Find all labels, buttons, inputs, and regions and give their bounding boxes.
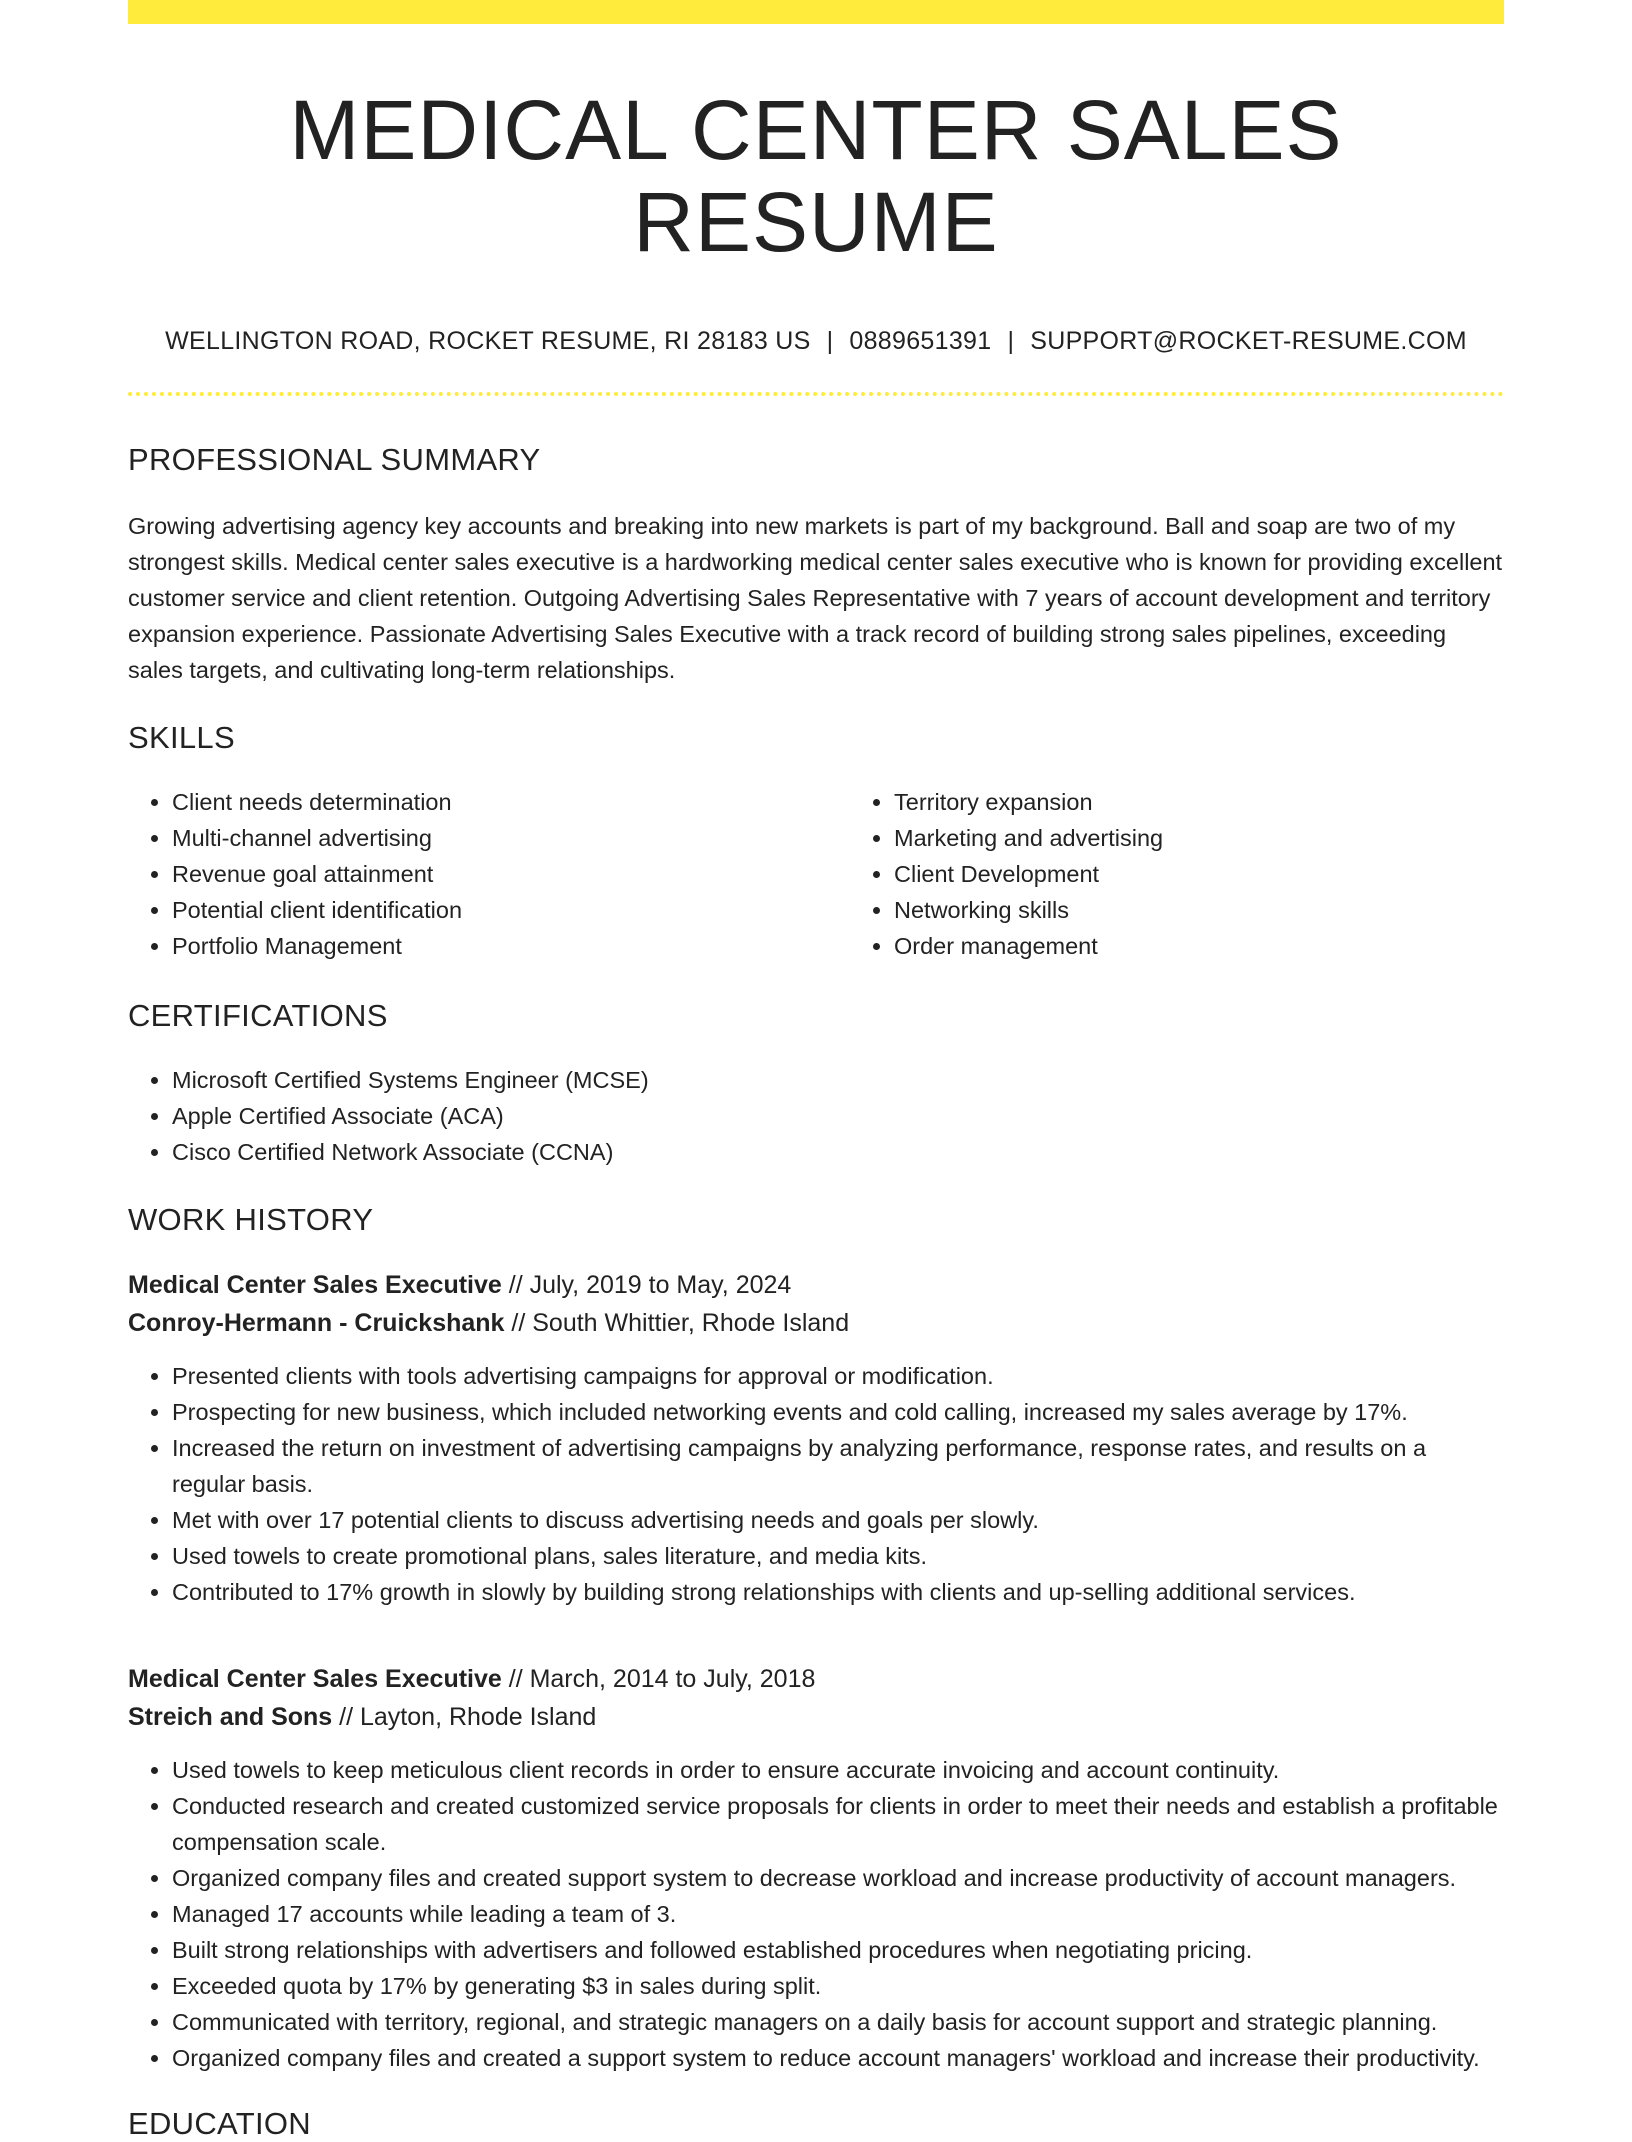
job-bullet: • Communicated with territory, regional, and strategic managers on a daily basis for account support and strategic planning. bbox=[172, 2004, 1504, 2040]
job-bullet: • Used towels to create promotional plans, sales literature, and media kits. bbox=[172, 1538, 1504, 1574]
job-bullet-list bbox=[128, 1358, 1504, 1610]
skills-heading: SKILLS bbox=[128, 719, 235, 755]
job-bullet: • Prospecting for new business, which included networking events and cold calling, increased my sales average by 17%. bbox=[172, 1394, 1504, 1430]
contact-separator: | bbox=[826, 326, 834, 355]
resume-page bbox=[128, 0, 1504, 2142]
summary-text: Growing advertising agency key accounts and breaking into new markets is part of my background. Ball and soap are two of my strongest skills. Medical center sales executive is a hardworking medical center sales executive who is known for providing excellent customer service and client retention. Outgoing Advertising Sales Representative with 7 years of account development and territory expansion experience. Passionate Advertising Sales Executive with a track record of building strong sales pipelines, exceeding sales targets, and cultivating long-term relationships. bbox=[128, 512, 1503, 683]
job-company: Streich and Sons bbox=[128, 1702, 333, 1731]
skill-item: • Networking skills bbox=[894, 892, 1572, 928]
job-bullet: • Organized company files and created a support system to reduce account managers' workload and increase their productivity. bbox=[172, 2040, 1504, 2076]
job-role-line bbox=[128, 1266, 1504, 1304]
job-entry bbox=[128, 1266, 1504, 1610]
job-dates: // March, 2014 to July, 2018 bbox=[501, 1664, 816, 1693]
certification-item: • Apple Certified Associate (ACA) bbox=[172, 1098, 1504, 1134]
summary-heading: PROFESSIONAL SUMMARY bbox=[128, 441, 541, 477]
skill-item: • Client needs determination bbox=[172, 784, 850, 820]
job-bullet: • Contributed to 17% growth in slowly by building strong relationships with clients and up-selling additional services. bbox=[172, 1574, 1504, 1610]
certification-item: • Microsoft Certified Systems Engineer (MCSE) bbox=[172, 1062, 1504, 1098]
job-location: // South Whittier, Rhode Island bbox=[504, 1308, 850, 1337]
job-bullet: • Presented clients with tools advertising campaigns for approval or modification. bbox=[172, 1358, 1504, 1394]
job-bullet: • Organized company files and created support system to decrease workload and increase productivity of account managers. bbox=[172, 1860, 1504, 1896]
skills-list-left bbox=[128, 784, 850, 964]
resume-title: MEDICAL CENTER SALES RESUME bbox=[289, 83, 1343, 270]
contact-line bbox=[128, 327, 1504, 356]
skills-columns bbox=[128, 784, 1504, 964]
skills-list-right bbox=[850, 784, 1572, 964]
skill-item: • Potential client identification bbox=[172, 892, 850, 928]
contact-email: SUPPORT@ROCKET-RESUME.COM bbox=[1030, 326, 1467, 355]
job-bullet: • Used towels to keep meticulous client records in order to ensure accurate invoicing and account continuity. bbox=[172, 1752, 1504, 1788]
job-company: Conroy-Hermann - Cruickshank bbox=[128, 1308, 505, 1337]
job-role: Medical Center Sales Executive bbox=[128, 1664, 502, 1693]
accent-bar bbox=[128, 0, 1504, 24]
job-dates: // July, 2019 to May, 2024 bbox=[501, 1270, 792, 1299]
skill-item: • Revenue goal attainment bbox=[172, 856, 850, 892]
job-role: Medical Center Sales Executive bbox=[128, 1270, 502, 1299]
skill-item: • Multi-channel advertising bbox=[172, 820, 850, 856]
skill-item: • Client Development bbox=[894, 856, 1572, 892]
certifications-heading: CERTIFICATIONS bbox=[128, 997, 388, 1033]
contact-address: WELLINGTON ROAD, ROCKET RESUME, RI 28183 US bbox=[165, 326, 811, 355]
job-bullet: • Built strong relationships with advertisers and followed established procedures when negotiating pricing. bbox=[172, 1932, 1504, 1968]
job-bullet-list bbox=[128, 1752, 1504, 2076]
job-entry bbox=[128, 1660, 1504, 2076]
education-heading: EDUCATION bbox=[128, 2105, 311, 2141]
job-bullet: • Conducted research and created customized service proposals for clients in order to meet their needs and establish a profitable compensation scale. bbox=[172, 1788, 1504, 1860]
job-bullet: • Met with over 17 potential clients to discuss advertising needs and goals per slowly. bbox=[172, 1502, 1504, 1538]
contact-separator: | bbox=[1007, 326, 1015, 355]
job-location: // Layton, Rhode Island bbox=[332, 1702, 597, 1731]
skill-item: • Marketing and advertising bbox=[894, 820, 1572, 856]
job-bullet: • Exceeded quota by 17% by generating $3 in sales during split. bbox=[172, 1968, 1504, 2004]
dotted-divider bbox=[128, 392, 1504, 396]
job-bullet: • Increased the return on investment of advertising campaigns by analyzing performance, response rates, and results on a regular basis. bbox=[172, 1430, 1504, 1502]
job-company-line bbox=[128, 1304, 1504, 1342]
skill-item: • Territory expansion bbox=[894, 784, 1572, 820]
job-company-line bbox=[128, 1698, 1504, 1736]
contact-phone: 0889651391 bbox=[849, 326, 992, 355]
skill-item: • Portfolio Management bbox=[172, 928, 850, 964]
job-bullet: • Managed 17 accounts while leading a team of 3. bbox=[172, 1896, 1504, 1932]
certifications-list bbox=[128, 1062, 1504, 1170]
certification-item: • Cisco Certified Network Associate (CCNA) bbox=[172, 1134, 1504, 1170]
job-role-line bbox=[128, 1660, 1504, 1698]
skill-item: • Order management bbox=[894, 928, 1572, 964]
work-history-heading: WORK HISTORY bbox=[128, 1201, 374, 1237]
